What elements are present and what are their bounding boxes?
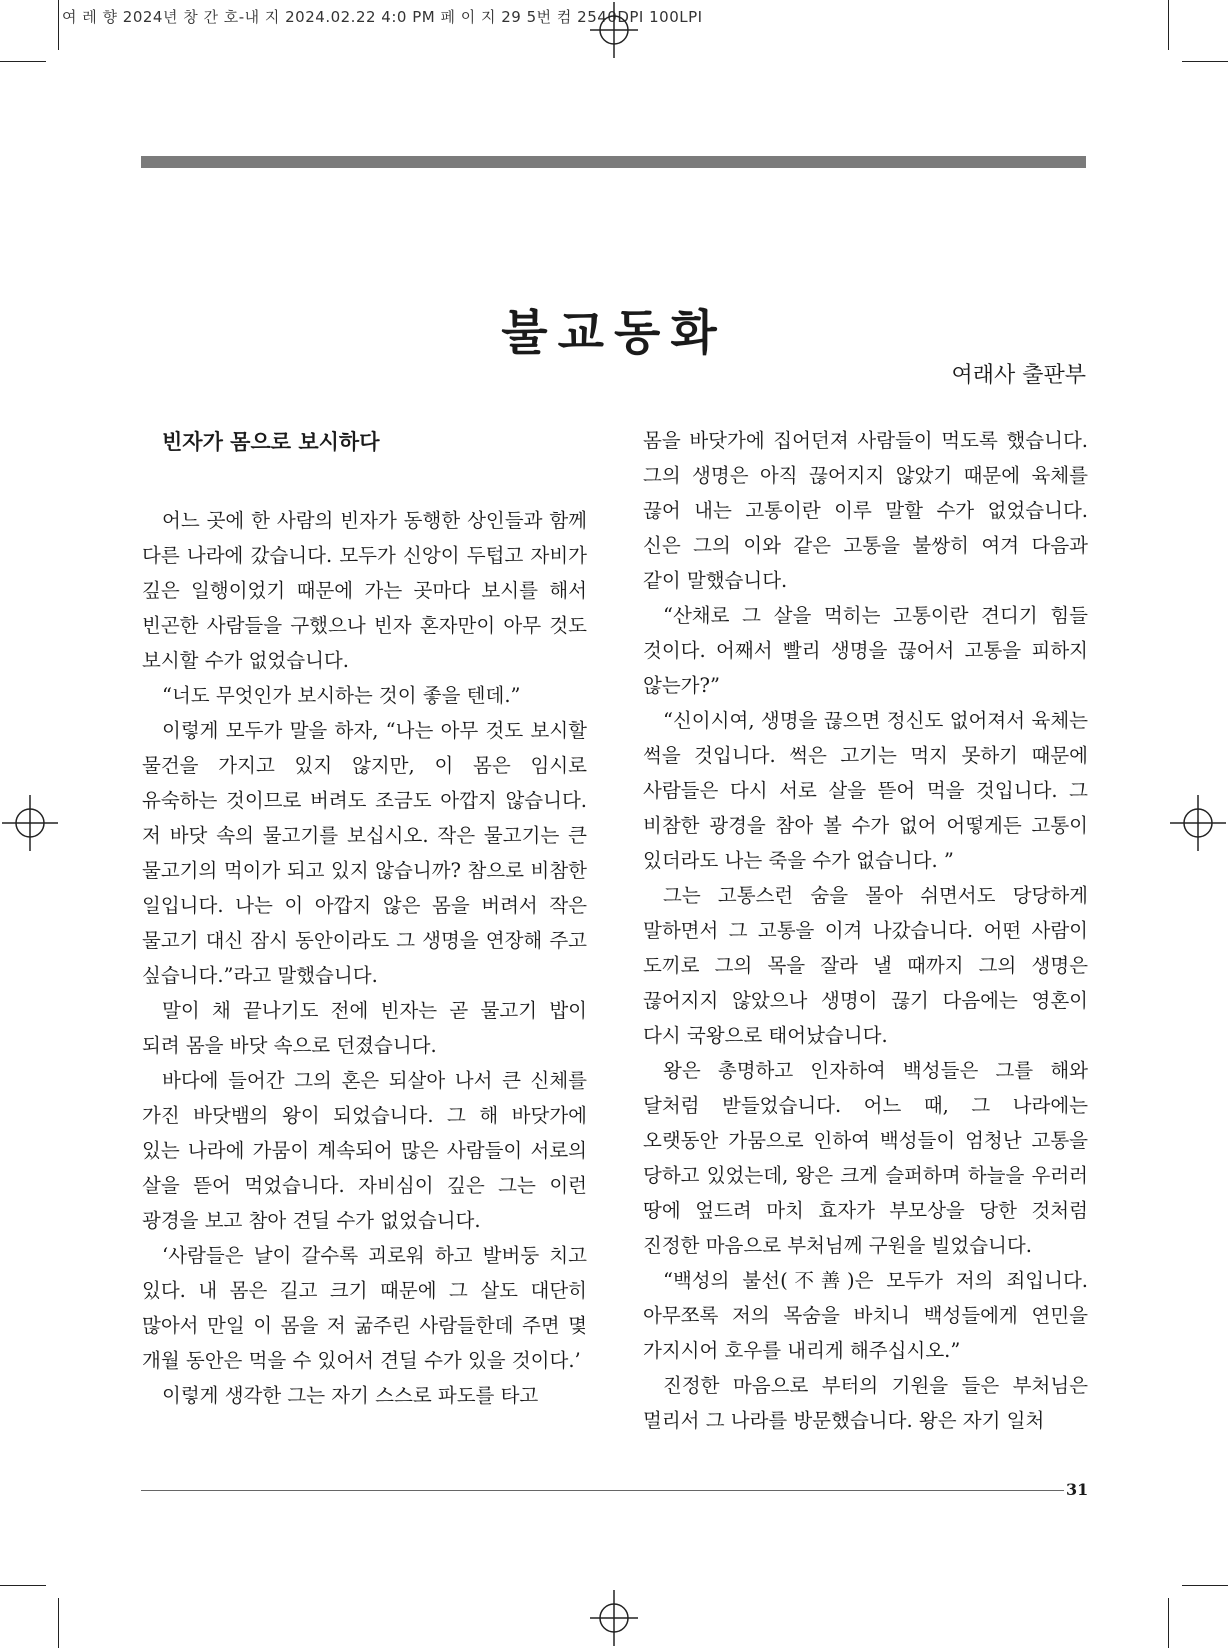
paragraph: “산채로 그 살을 먹히는 고통이란 견디기 힘들 것이다. 어째서 빨리 생명을 끊어서 고통을 피하지 않는가?” (643, 604, 1088, 697)
paragraph: “신이시여, 생명을 끊으면 정신도 없어져서 육체는 썩을 것입니다. 썩은 고기는 먹지 못하기 때문에 사람들은 다시 서로 살을 뜯어 먹을 것입니다. 그 비참한 광경을 참아 볼 수가 없어 어떻게든 고통이 있더라도 나는 죽을 수가 없습니다. ” (643, 709, 1088, 872)
crop-mark (1182, 1585, 1228, 1586)
left-column (142, 423, 587, 1413)
paragraph-continued: 몸을 바닷가에 집어던져 사람들이 먹도록 했습니다. 그의 생명은 아직 끊어지지 않았기 때문에 육체를 끊어 내는 고통이란 이루 말할 수가 없었습니다. 신은 그의 이와 같은 고통을 불쌍히 여겨 다음과 같이 말했습니다. (643, 429, 1088, 592)
registration-mark-icon (586, 2, 642, 58)
crop-mark (1182, 61, 1228, 62)
paragraph: 그는 고통스런 숨을 몰아 쉬면서도 당당하게 말하면서 그 고통을 이겨 나갔습니다. 어떤 사람이 도끼로 그의 목을 잘라 낼 때까지 그의 생명은 끊어지지 않았으나 생명이 끊기 다음에는 영혼이 다시 국왕으로 태어났습니다. (643, 884, 1088, 1047)
paragraph: 말이 채 끝나기도 전에 빈자는 곧 물고기 밥이 되려 몸을 바닷 속으로 던졌습니다. (142, 999, 587, 1057)
registration-mark-icon (1170, 795, 1226, 851)
paragraph: “백성의 불선(不善)은 모두가 저의 죄입니다. 아무쪼록 저의 목숨을 바치니 백성들에게 연민을 가지시어 호우를 내리게 해주십시오.” (643, 1269, 1088, 1362)
paragraph: 어느 곳에 한 사람의 빈자가 동행한 상인들과 함께 다른 나라에 갔습니다. 모두가 신앙이 두텁고 자비가 깊은 일행이었기 때문에 가는 곳마다 보시를 해서 빈곤한 사람들을 구했으나 빈자 혼자만이 아무 것도 보시할 수가 없었습니다. (142, 509, 587, 672)
paragraph: ‘사람들은 날이 갈수록 괴로워 하고 발버둥 치고 있다. 내 몸은 길고 크기 때문에 그 살도 대단히 많아서 만일 이 몸을 저 굶주린 사람들한데 주면 몇 개월 동안은 먹을 수 있어서 견딜 수가 있을 것이다.’ (142, 1244, 587, 1372)
section-heading: 빈자가 몸으로 보시하다 (162, 430, 380, 454)
paragraph: 이렇게 모두가 말을 하자, “나는 아무 것도 보시할 물건을 가지고 있지 않지만, 이 몸은 임시로 유숙하는 것이므로 버려도 조금도 아깝지 않습니다. 저 바닷 속의 물고기를 보십시오. 작은 물고기는 큰 물고기의 먹이가 되고 있지 않습니까? 참으로 비참한 일입니다. 나는 이 아깝지 않은 몸을 버려서 작은 물고기 대신 잠시 동안이라도 그 생명을 연장해 주고 싶습니다.”라고 말했습니다. (142, 719, 587, 987)
paragraph: “너도 무엇인가 보시하는 것이 좋을 텐데.” (162, 684, 521, 707)
crop-mark (0, 1585, 46, 1586)
right-column (643, 423, 1088, 1438)
registration-mark-icon (586, 1590, 642, 1646)
paragraph: 바다에 들어간 그의 혼은 되살아 나서 큰 신체를 가진 바닷뱀의 왕이 되었습니다. 그 해 바닷가에 있는 나라에 가뭄이 계속되어 많은 사람들이 서로의 살을 뜯어 먹었습니다. 자비심이 깊은 그는 이런 광경을 보고 참아 견딜 수가 없었습니다. (142, 1069, 587, 1232)
publisher-byline: 여래사 출판부 (951, 363, 1086, 388)
header-rule (141, 156, 1086, 168)
crop-mark (1168, 1598, 1169, 1648)
page-title: 불교동화 (501, 305, 727, 362)
paragraph: 진정한 마음으로 부터의 기원을 들은 부처님은 멀리서 그 나라를 방문했습니다. 왕은 자기 일처 (643, 1374, 1088, 1432)
crop-mark (0, 61, 46, 62)
paragraph: 왕은 총명하고 인자하여 백성들은 그를 해와 달처럼 받들었습니다. 어느 때, 그 나라에는 오랫동안 가뭄으로 인하여 백성들이 엄청난 고통을 당하고 있었는데, 왕은 크게 슬퍼하며 하늘을 우러러 땅에 엎드려 마치 효자가 부모상을 당한 것처럼 진정한 마음으로 부처님께 구원을 빌었습니다. (643, 1059, 1088, 1257)
footer-rule (141, 1490, 1064, 1491)
crop-mark (58, 1598, 59, 1648)
crop-mark (1168, 0, 1169, 50)
print-header: 여 레 향 2024년 창 간 호-내 지 2024.02.22 4:0 PM 페 이 지 29 5번 컴 2540DPI 100LPI (62, 8, 703, 26)
paragraph: 이렇게 생각한 그는 자기 스스로 파도를 타고 (162, 1384, 539, 1407)
page-number: 31 (1066, 1480, 1089, 1499)
crop-mark (58, 0, 59, 50)
registration-mark-icon (2, 795, 58, 851)
